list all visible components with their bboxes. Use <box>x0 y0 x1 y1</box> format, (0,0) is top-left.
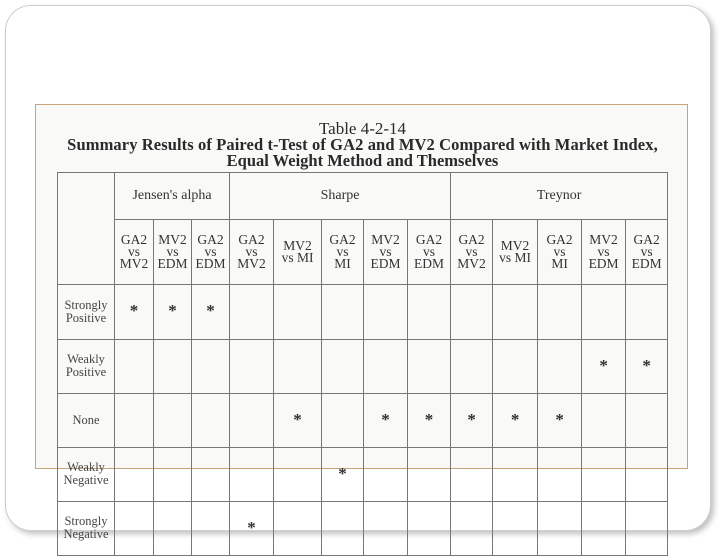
table-cell <box>626 339 668 393</box>
column-header-text: MV2 <box>119 256 149 272</box>
table-cell <box>230 447 274 501</box>
table-cell <box>115 393 154 447</box>
table-row <box>58 447 668 501</box>
column-header-text: EDM <box>157 256 188 272</box>
table-cell <box>322 393 364 447</box>
table-cell <box>364 501 408 555</box>
column-header-cell <box>230 220 274 285</box>
column-header-text: vs MI <box>281 250 314 266</box>
table-cell <box>626 393 668 447</box>
column-header-text: vs <box>245 244 258 260</box>
significance-mark: * <box>206 301 215 321</box>
table-cell <box>322 339 364 393</box>
significance-mark: * <box>642 355 651 375</box>
table-cell <box>582 447 626 501</box>
significance-mark: * <box>555 409 564 429</box>
significance-mark: * <box>247 517 256 537</box>
table-row <box>58 285 668 339</box>
column-header-text: GA2 <box>415 232 443 248</box>
column-header-text: EDM <box>588 256 619 272</box>
column-header-text: MV2 <box>589 232 618 248</box>
group-header-cell: Jensen's alpha <box>115 173 230 220</box>
significance-mark: * <box>381 409 390 429</box>
column-header-text: vs <box>597 244 610 260</box>
table-cell <box>626 285 668 339</box>
table-cell <box>538 447 582 501</box>
column-header-text: MV2 <box>457 256 486 272</box>
table-subtitle-line1: Summary Results of Paired t-Test of GA2 and MV2 Compared with Market Index, <box>67 135 658 154</box>
table-cell <box>230 285 274 339</box>
column-header-text: MV2 <box>500 238 530 254</box>
table-cell <box>154 447 192 501</box>
table-cell <box>115 447 154 501</box>
column-header-text: vs <box>640 244 653 260</box>
row-label-text: Weakly <box>67 460 105 475</box>
scanned-table-image <box>35 104 688 542</box>
significance-mark: * <box>293 409 302 429</box>
table-cell <box>582 393 626 447</box>
table-cell <box>274 501 322 555</box>
table-cell <box>192 285 230 339</box>
table-cell <box>322 447 364 501</box>
table-cell <box>322 285 364 339</box>
table-cell <box>115 339 154 393</box>
column-header-text: EDM <box>195 256 226 272</box>
table-cell <box>582 285 626 339</box>
column-header-text: GA2 <box>458 232 485 248</box>
significance-mark: * <box>424 409 434 429</box>
column-header-text: MV2 <box>237 256 266 272</box>
table-cell <box>451 393 493 447</box>
table-cell <box>230 501 274 555</box>
table-cell <box>192 393 230 447</box>
column-header-text: vs <box>336 244 349 260</box>
corner-cell <box>58 173 115 285</box>
significance-mark: * <box>129 301 139 321</box>
table-cell <box>230 339 274 393</box>
table-cell <box>115 501 154 555</box>
table-cell <box>493 393 538 447</box>
column-header-cell <box>582 220 626 285</box>
table-cell <box>582 339 626 393</box>
column-header-cell <box>154 220 192 285</box>
group-header-cell: Sharpe <box>230 173 451 220</box>
column-header-text: vs <box>553 244 566 260</box>
table-row <box>58 339 668 393</box>
table-subtitle-line2: Equal Weight Method and Themselves <box>226 151 499 170</box>
table-cell <box>364 285 408 339</box>
table-cell <box>582 501 626 555</box>
row-label-text: None <box>72 412 100 427</box>
table-cell <box>230 393 274 447</box>
row-label-text: Weakly <box>67 352 105 367</box>
column-header-cell <box>192 220 230 285</box>
table-cell <box>154 285 192 339</box>
table-title-block <box>36 121 689 169</box>
table-row <box>58 393 668 447</box>
table-cell <box>408 285 451 339</box>
table-cell <box>451 285 493 339</box>
column-header-text: vs <box>204 244 217 260</box>
significance-mark: * <box>168 301 177 321</box>
significance-mark: * <box>510 409 520 429</box>
column-header-text: GA2 <box>197 232 224 248</box>
column-header-text: EDM <box>370 256 401 272</box>
table-cell <box>364 393 408 447</box>
column-header-cell <box>626 220 668 285</box>
column-header-cell <box>274 220 322 285</box>
column-header-text: GA2 <box>633 232 660 248</box>
group-header-row <box>58 173 668 220</box>
column-header-cell <box>115 220 154 285</box>
table-cell <box>408 501 451 555</box>
row-label-text: Strongly <box>64 514 108 529</box>
table-cell <box>408 447 451 501</box>
column-header-text: vs MI <box>499 250 531 266</box>
column-header-text: GA2 <box>329 232 356 248</box>
table-cell <box>192 447 230 501</box>
row-label-cell <box>58 285 115 339</box>
row-label-cell <box>58 501 115 555</box>
row-label-cell <box>58 339 115 393</box>
table-cell <box>154 501 192 555</box>
column-header-cell <box>451 220 493 285</box>
table-row <box>58 501 668 555</box>
table-title: Table 4-2-14 <box>318 119 407 138</box>
significance-mark: * <box>599 355 608 375</box>
group-header-cell: Treynor <box>451 173 668 220</box>
table-cell <box>274 447 322 501</box>
column-header-text: EDM <box>414 256 445 272</box>
table-cell <box>274 285 322 339</box>
column-header-text: MV2 <box>158 232 187 248</box>
table-cell <box>538 501 582 555</box>
table-cell <box>274 339 322 393</box>
column-header-text: EDM <box>631 256 662 272</box>
table-cell <box>538 339 582 393</box>
table-cell <box>626 501 668 555</box>
significance-mark: * <box>338 463 347 483</box>
row-label-text: Positive <box>65 365 107 380</box>
table-cell <box>538 393 582 447</box>
table-cell <box>493 339 538 393</box>
row-label-text: Negative <box>63 527 109 542</box>
table-cell <box>451 501 493 555</box>
row-label-cell <box>58 447 115 501</box>
significance-mark: * <box>467 409 476 429</box>
column-header-text: GA2 <box>120 232 148 248</box>
table-cell <box>626 447 668 501</box>
column-header-cell <box>493 220 538 285</box>
table-cell <box>493 285 538 339</box>
column-header-text: MV2 <box>371 232 400 248</box>
row-label-text: Strongly <box>64 297 108 312</box>
table-cell <box>192 501 230 555</box>
column-header-text: MI <box>551 256 568 272</box>
table-cell <box>192 339 230 393</box>
table-cell <box>493 501 538 555</box>
table-cell <box>364 447 408 501</box>
column-header-text: vs <box>465 244 478 260</box>
table-cell <box>451 339 493 393</box>
table-cell <box>538 285 582 339</box>
column-header-cell <box>408 220 451 285</box>
column-header-text: vs <box>423 244 436 260</box>
row-label-text: Positive <box>65 310 107 325</box>
column-header-text: GA2 <box>546 232 573 248</box>
table-cell <box>451 447 493 501</box>
column-header-text: MV2 <box>283 238 312 254</box>
row-label-text: Negative <box>63 473 109 488</box>
table-cell <box>154 393 192 447</box>
column-header-text: vs <box>127 244 140 260</box>
column-header-text: MI <box>334 256 351 272</box>
column-header-cell <box>538 220 582 285</box>
table-cell <box>408 339 451 393</box>
row-label-cell <box>58 393 115 447</box>
table-cell <box>408 393 451 447</box>
column-header-text: GA2 <box>238 232 265 248</box>
results-table <box>57 172 668 556</box>
column-header-cell <box>364 220 408 285</box>
column-header-text: vs <box>379 244 392 260</box>
table-cell <box>364 339 408 393</box>
table-cell <box>493 447 538 501</box>
table-cell <box>154 339 192 393</box>
table-cell <box>274 393 322 447</box>
column-header-row <box>58 220 668 285</box>
column-header-cell <box>322 220 364 285</box>
table-cell <box>322 501 364 555</box>
table-cell <box>115 285 154 339</box>
column-header-text: vs <box>166 244 179 260</box>
